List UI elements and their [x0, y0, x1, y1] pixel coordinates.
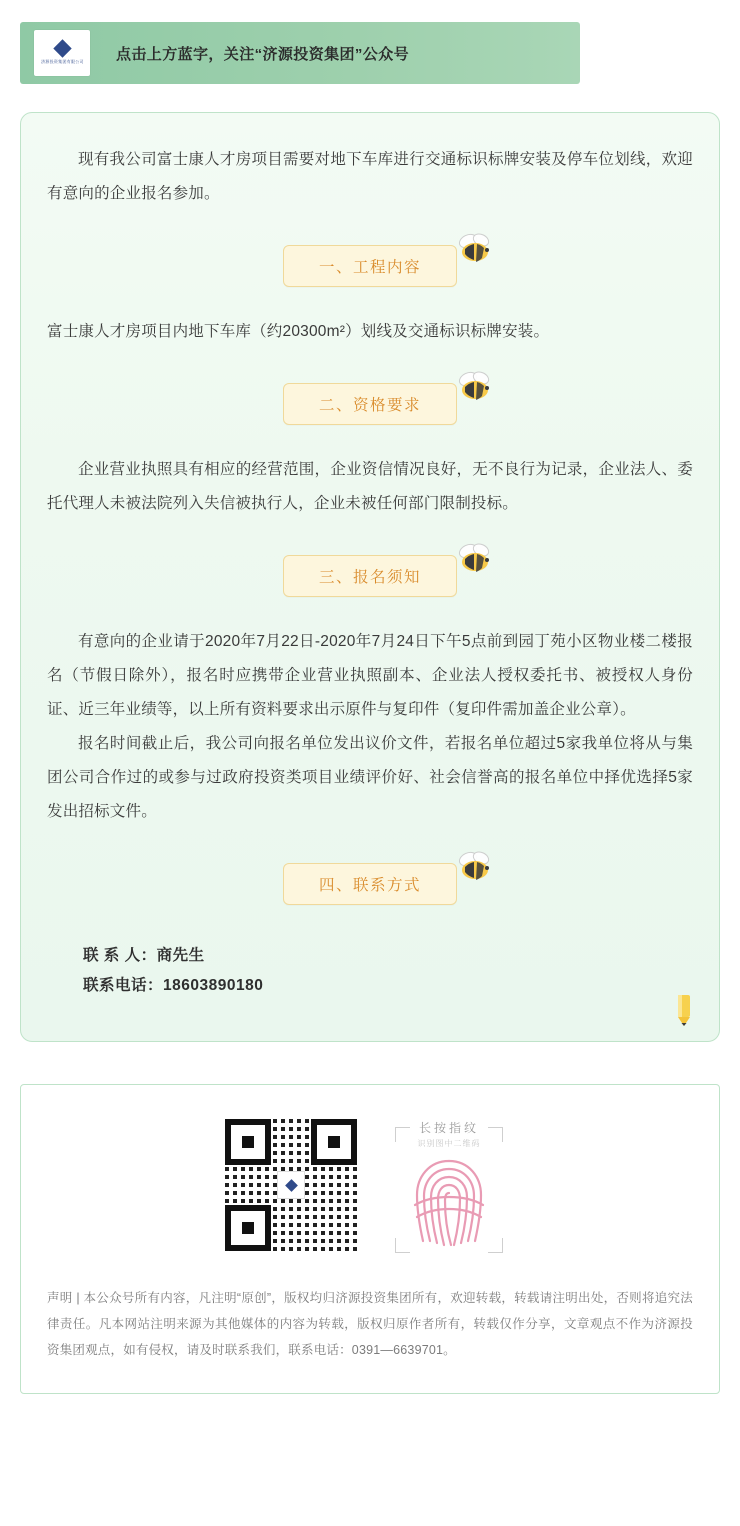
qr-center-logo [280, 1174, 302, 1196]
section-heading-2 [47, 383, 693, 427]
copyright-disclaimer: 声明 | 本公众号所有内容，凡注明“原创”，版权均归济源投资集团所有，欢迎转载，转载请注明出处，否则将追究法律责任。凡本网站注明来源为其他媒体的内容为转载，版权归原作者所有，转载仅作分享，文章观点不作为济源投资集团观点，如有侵权，请及时联系我们，联系电话：0391—6639701。 [47, 1291, 693, 1357]
contact-block [47, 941, 693, 1001]
section-1-paragraph-1: 富士康人才房项目内地下车库（约20300m²）划线及交通标识标牌安装。 [47, 323, 550, 340]
section-heading-4 [47, 863, 693, 907]
section-pill-1: 一、工程内容 [283, 245, 457, 287]
intro-paragraph: 现有我公司富士康人才房项目需要对地下车库进行交通标识标牌安装及停车位划线，欢迎有意向的企业报名参加。 [47, 151, 693, 202]
footer-card [20, 1084, 720, 1394]
brand-logo [34, 30, 90, 76]
section-heading-3 [47, 555, 693, 599]
section-2-paragraph-1: 企业营业执照具有相应的经营范围，企业资信情况良好，无不良行为记录，企业法人、委托代理人未被法院列入失信被执行人，企业未被任何部门限制投标。 [47, 461, 693, 512]
contact-phone: 联系电话：18603890180 [83, 977, 264, 994]
announcement-card [20, 112, 720, 1042]
qr-eye-top-right [311, 1119, 357, 1165]
section-heading-1 [47, 245, 693, 289]
follow-banner-title: 点击上方蓝字，关注“济源投资集团”公众号 [116, 45, 410, 63]
qr-eye-top-left [225, 1119, 271, 1165]
diamond-icon [53, 39, 71, 57]
section-3-paragraph-2: 报名时间截止后，我公司向报名单位发出议价文件，若报名单位超过5家我单位将从与集团公司合作过的或参与过政府投资类项目业绩评价好、社会信誉高的报名单位中择优选择5家发出招标文件。 [47, 735, 693, 820]
qr-fingerprint-row [47, 1119, 693, 1251]
corner-mark-bottom-right [488, 1238, 503, 1253]
contact-person: 联 系 人：商先生 [83, 947, 205, 964]
follow-banner[interactable] [20, 22, 580, 84]
corner-mark-top-right [488, 1127, 503, 1142]
section-pill-3: 三、报名须知 [283, 555, 457, 597]
corner-mark-top-left [395, 1127, 410, 1142]
fingerprint-icon [403, 1153, 495, 1249]
fingerprint-sublabel: 识别图中二维码 [417, 1139, 481, 1148]
pencil-icon [673, 993, 695, 1027]
bee-icon [451, 541, 497, 575]
bee-icon [451, 231, 497, 265]
qr-eye-bottom-left [225, 1205, 271, 1251]
section-pill-2: 二、资格要求 [283, 383, 457, 425]
corner-mark-bottom-left [395, 1238, 410, 1253]
fingerprint-graphic [403, 1153, 495, 1249]
section-pill-4: 四、联系方式 [283, 863, 457, 905]
fingerprint-label: 长按指纹 [418, 1121, 479, 1135]
bee-icon [451, 849, 497, 883]
brand-logo-text: 济源投资集团有限公司 [40, 58, 84, 64]
fingerprint-scan-area[interactable] [383, 1119, 515, 1251]
bee-icon [451, 369, 497, 403]
qr-code[interactable] [225, 1119, 357, 1251]
section-3-paragraph-1: 有意向的企业请于2020年7月22日-2020年7月24日下午5点前到园丁苑小区物业楼二楼报名（节假日除外），报名时应携带企业营业执照副本、企业法人授权委托书、被授权人身份证、近三年业绩等，以上所有资料要求出示原件与复印件（复印件需加盖企业公章）。 [47, 633, 693, 718]
